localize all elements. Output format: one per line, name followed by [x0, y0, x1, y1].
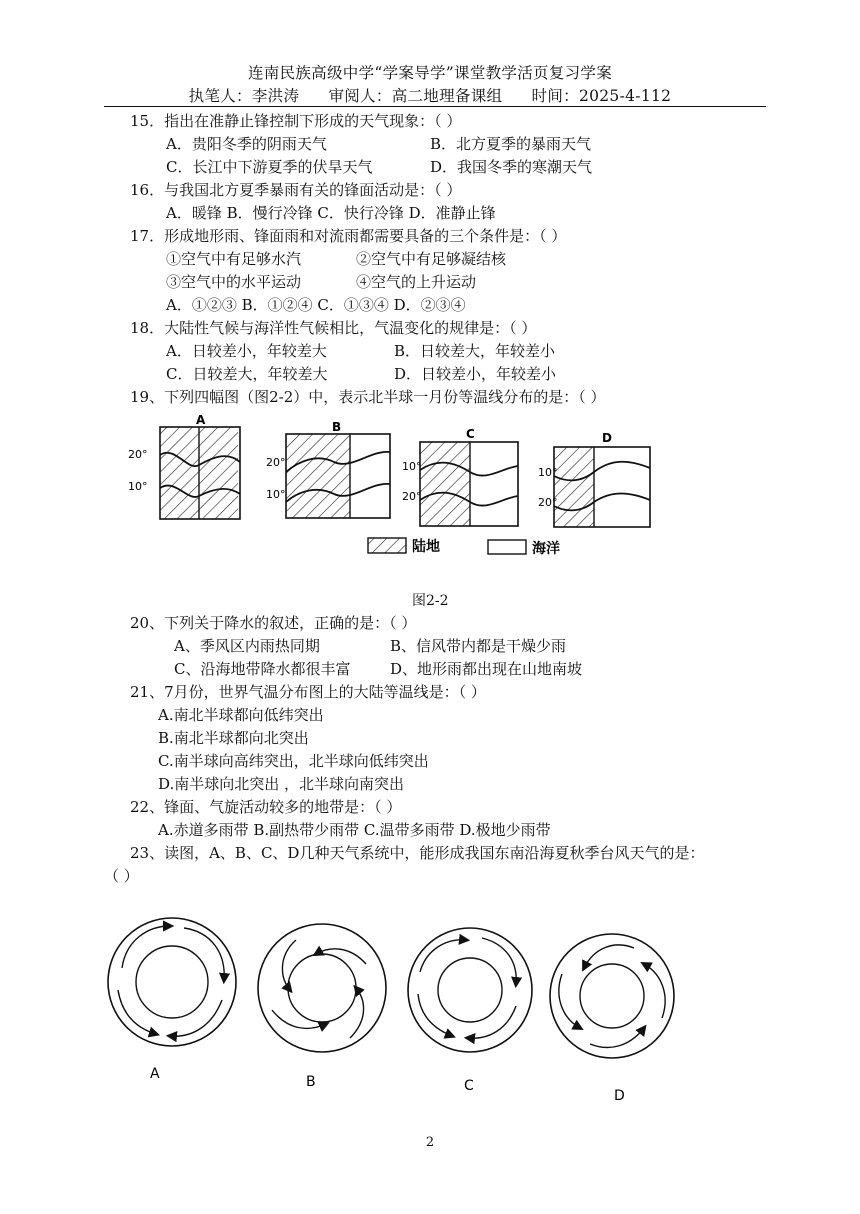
author: 执笔人：李洪涛	[188, 87, 300, 105]
q17-condition-1: ①空气中有足够水汽	[166, 250, 302, 268]
q23-stem: 23、读图，A、B、C、D几种天气系统中，能形成我国东南沿海夏秋季台风天气的是：	[130, 844, 705, 862]
q19-stem: 19、下列四幅图（图2-2）中，表示北半球一月份等温线分布的是：（ ）	[130, 388, 606, 406]
weather-system-c	[408, 928, 532, 1094]
panel-d-lower-value: 20°	[538, 496, 558, 509]
weather-system-d	[550, 934, 674, 1104]
q15-option-b: B．北方夏季的暴雨天气	[430, 135, 592, 153]
reviewer: 审阅人：高二地理备课组	[328, 87, 503, 105]
q22-options: A.赤道多雨带 B.副热带少雨带 C.温带多雨带 D.极地少雨带	[158, 821, 551, 839]
header-rule	[104, 106, 766, 107]
panel-a-lower-value: 10°	[128, 480, 148, 493]
panel-c-label: C	[466, 427, 475, 441]
q21-option-b: B.南北半球都向北突出	[158, 729, 309, 747]
q17-stem: 17．形成地形雨、锋面雨和对流雨都需要具备的三个条件是：（ ）	[130, 227, 567, 245]
isotherm-panel-b	[266, 420, 390, 518]
q17-condition-2: ②空气中有足够凝结核	[356, 250, 507, 268]
q21-stem: 21、7月份，世界气温分布图上的大陆等温线是：（ ）	[130, 683, 486, 701]
panel-b-upper-value: 20°	[266, 456, 286, 469]
q15-option-d: D．我国冬季的寒潮天气	[430, 158, 593, 176]
q21-option-d: D.南半球向北突出 ，北半球向南突出	[158, 775, 405, 793]
q20-stem: 20、下列关于降水的叙述，正确的是：（ ）	[130, 614, 417, 632]
figure-caption: 图2-2	[412, 593, 449, 609]
q18-option-b: B．日较差大，年较差小	[394, 342, 556, 360]
document-title: 连南民族高级中学“学案导学”课堂教学活页复习学案	[247, 64, 613, 82]
q15-stem: 15．指出在准静止锋控制下形成的天气现象：（ ）	[130, 112, 462, 130]
panel-c-lower-value: 20°	[402, 490, 422, 503]
q20-option-a: A、季风区内雨热同期	[174, 637, 320, 655]
figure-legend	[368, 538, 560, 557]
q17-options: A．①②③ B．①②④ C．①③④ D．②③④	[166, 296, 466, 314]
q15-option-a: A．贵阳冬季的阴雨天气	[166, 135, 327, 153]
weather-system-b	[258, 924, 386, 1090]
weather-system-a	[108, 918, 236, 1082]
q21-option-c: C.南半球向高纬突出，北半球向低纬突出	[158, 752, 429, 770]
legend-land-label: 陆地	[412, 539, 440, 555]
q16-options: A．暖锋 B．慢行冷锋 C．快行冷锋 D．准静止锋	[166, 204, 496, 222]
q20-option-d: D、地形雨都出现在山地南坡	[390, 660, 583, 678]
document-meta	[0, 84, 860, 106]
panel-b-label: B	[332, 420, 342, 434]
panel-d-upper-value: 10°	[538, 466, 558, 479]
system-c-label: C	[464, 1078, 474, 1094]
isotherm-panel-c	[402, 427, 518, 526]
isotherm-figure	[120, 410, 680, 575]
panel-d-label: D	[602, 431, 612, 445]
panel-c-upper-value: 10°	[402, 460, 422, 473]
q22-stem: 22、锋面、气旋活动较多的地带是：（ ）	[130, 798, 402, 816]
panel-a-label: A	[196, 413, 206, 427]
q17-condition-3: ③空气中的水平运动	[166, 273, 302, 291]
q20-option-b: B、信风带内都是干燥少雨	[390, 637, 567, 655]
q20-option-c: C、沿海地带降水都很丰富	[174, 660, 351, 678]
q18-stem: 18．大陆性气候与海洋性气候相比，气温变化的规律是：（ ）	[130, 319, 537, 337]
q15-option-c: C．长江中下游夏季的伏旱天气	[166, 158, 373, 176]
panel-a-upper-value: 20°	[128, 448, 148, 461]
legend-ocean-label: 海洋	[532, 541, 560, 557]
date: 时间：2025-4-112	[531, 87, 672, 105]
panel-b-lower-value: 10°	[266, 488, 286, 501]
q21-option-a: A.南北半球都向低纬突出	[158, 706, 324, 724]
system-d-label: D	[614, 1088, 625, 1104]
q18-option-a: A．日较差小，年较差大	[166, 342, 327, 360]
system-a-label: A	[150, 1066, 160, 1082]
q18-option-d: D．日较差小，年较差小	[394, 365, 557, 383]
weather-systems-figure	[100, 910, 680, 1110]
q16-stem: 16．与我国北方夏季暴雨有关的锋面活动是：（ ）	[130, 181, 462, 199]
q18-option-c: C．日较差大，年较差大	[166, 365, 328, 383]
isotherm-panel-d	[538, 431, 650, 527]
system-b-label: B	[306, 1074, 316, 1090]
isotherm-panel-a	[128, 413, 240, 519]
q17-condition-4: ④空气的上升运动	[356, 273, 477, 291]
q23-answer-paren: （ ）	[104, 867, 139, 885]
page-number: 2	[425, 1135, 435, 1150]
